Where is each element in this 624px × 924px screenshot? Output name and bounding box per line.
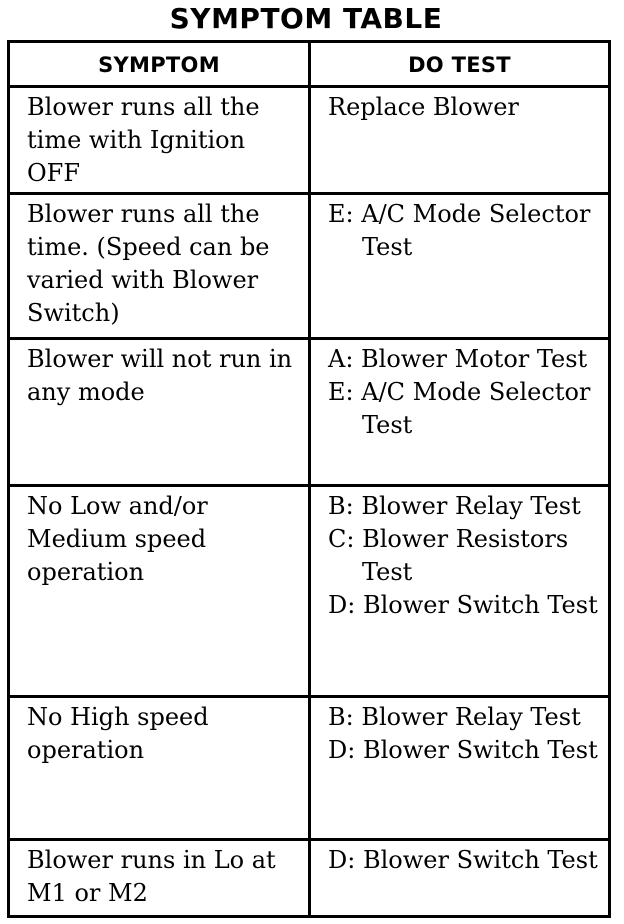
test-item: A: Blower Motor Test (328, 345, 588, 373)
symptom-text: Blower runs in Lo at M1 or M2 (27, 846, 276, 907)
symptom-text: Blower runs all the time. (Speed can be varied with Blower Switch) (27, 200, 270, 327)
table-row (9, 840, 610, 917)
symptom-text: Blower will not run in any mode (27, 345, 293, 406)
test-item: B: Blower Relay Test (328, 703, 581, 731)
table-header-row (9, 42, 610, 87)
test-item: E: A/C Mode Selector Test (328, 378, 591, 439)
test-item: Replace Blower (328, 93, 519, 121)
symptom-cell (9, 194, 310, 339)
column-header-symptom: SYMPTOM (9, 42, 310, 87)
symptom-cell (9, 697, 310, 840)
column-header-do-test: DO TEST (310, 42, 610, 87)
symptom-text: No High speed operation (27, 703, 209, 764)
test-item: D: Blower Switch Test (328, 736, 598, 764)
table-row (9, 486, 610, 697)
do-test-cell (310, 87, 610, 194)
test-item: D: Blower Switch Test (328, 846, 598, 874)
test-item: B: Blower Relay Test (328, 492, 581, 520)
test-item: D: Blower Switch Test (328, 591, 598, 619)
symptom-cell (9, 840, 310, 917)
do-test-cell (310, 840, 610, 917)
symptom-text: No Low and/or Medium speed operation (27, 492, 208, 586)
do-test-cell (310, 697, 610, 840)
symptom-cell (9, 339, 310, 486)
do-test-cell (310, 486, 610, 697)
table-row (9, 697, 610, 840)
table-row (9, 87, 610, 194)
table-row (9, 194, 610, 339)
table-row (9, 339, 610, 486)
test-item: C: Blower Resistors Test (328, 525, 569, 586)
symptom-table (7, 40, 611, 918)
symptom-cell (9, 87, 310, 194)
symptom-cell (9, 486, 310, 697)
symptom-text: Blower runs all the time with Ignition OFF (27, 93, 260, 187)
do-test-cell (310, 194, 610, 339)
do-test-cell (310, 339, 610, 486)
page-title: SYMPTOM TABLE (169, 2, 443, 35)
test-item: E: A/C Mode Selector Test (328, 200, 591, 261)
